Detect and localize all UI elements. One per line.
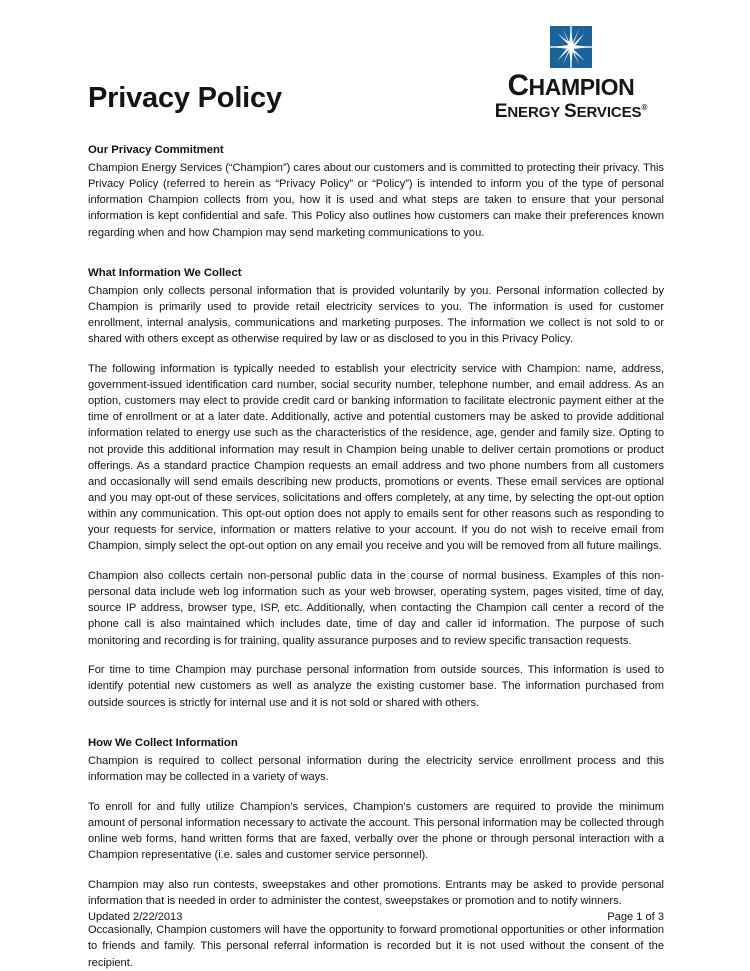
section-paragraph: Champion Energy Services (“Champion”) cares about our customers and is committed to protecting their privacy. This Privacy Policy (referred to herein as “Privacy Policy” or “Policy”) is intended to inform you of the type of personal information Champion collects from you, how it is used and what steps are taken to ensure that your personal information is kept confidential and safe. This Policy also outlines how customers can make their preferences known regarding when and how Champion may send marketing communications to you. xyxy=(88,162,664,239)
document-paragraph-block xyxy=(88,662,664,710)
document-header xyxy=(88,26,664,124)
document-paragraph-block xyxy=(88,877,664,909)
document-footer xyxy=(88,911,664,923)
section-paragraph: Champion may also run contests, sweepstakes and other promotions. Entrants may be asked to provide personal information that is needed in order to administer the contest, sweepstakes or promotion and to notify winners. xyxy=(88,878,664,907)
logo-tagline-nergy: NERGY xyxy=(507,103,560,121)
section-paragraph: For time to time Champion may purchase personal information from outside sources. This information is used to identify potential new customers as well as analyze the existing customer base. The information purchased from outside sources is strictly for internal use and it is not sold or shared with others. xyxy=(88,664,664,709)
document-paragraph-block xyxy=(88,922,664,970)
logo-brand-name xyxy=(508,71,635,101)
section-heading: How We Collect Information xyxy=(88,736,238,749)
logo-brand-c: C xyxy=(507,69,529,102)
section-heading: Our Privacy Commitment xyxy=(88,144,224,156)
document-section xyxy=(88,736,664,785)
document-body xyxy=(88,143,664,971)
section-paragraph: Champion also collects certain non-personal public data in the course of normal business. Examples of this non-personal data include web log information such as your web browser, operating system, pages visited, time of day, source IP address, browser type, ISP, etc. Additionally, when contacting the Champion call center a record of the phone call is also maintained which includes date, time of day and caller id information. The purpose of such monitoring and recording is for training, quality assurance purposes and to review specific transaction requests. xyxy=(88,570,664,647)
logo-tagline-ervices: ERVICES xyxy=(576,103,642,121)
document-section xyxy=(88,143,664,241)
section-heading: What Information We Collect xyxy=(88,266,242,279)
logo-tagline-s: S xyxy=(563,100,577,122)
document-paragraph-block xyxy=(88,361,664,555)
logo-brand-tagline xyxy=(495,102,648,121)
footer-page-number: Page 1 of 3 xyxy=(607,911,664,923)
section-paragraph: Champion only collects personal information that is provided voluntarily by you. Personal information collected by Champion is primarily used to provide retail electricity services to you. The information is used for customer enrollment, internal analysis, communications and marketing purposes. The information we collect is not sold to or shared with others except as otherwise required by law or as disclosed to you in this Privacy Policy. xyxy=(88,284,664,346)
registered-trademark-icon: ® xyxy=(641,102,648,112)
section-paragraph: Occasionally, Champion customers will have the opportunity to forward promotional opportunities or other information to friends and family. This personal referral information is recorded but it is not used without the consent of the recipient. xyxy=(88,924,664,969)
footer-updated-date: Updated 2/22/2013 xyxy=(88,911,183,923)
document-paragraph-block xyxy=(88,799,664,864)
section-paragraph: To enroll for and fully utilize Champion’s services, Champion’s customers are required to provide the minimum amount of personal information necessary to activate the account. This personal information may be collected through online web forms, hand written forms that are faxed, verbally over the phone or through personal interaction with a Champion representative (i.e. sales and customer service personnel). xyxy=(88,800,664,861)
document-paragraph-block xyxy=(88,568,664,649)
champion-energy-services-logo xyxy=(478,26,664,121)
document-section xyxy=(88,266,664,348)
champion-starburst-icon xyxy=(550,26,592,68)
section-paragraph: Champion is required to collect personal information during the electricity service enrollment process and this information may be collected in a variety of ways. xyxy=(88,754,664,783)
logo-tagline-e: E xyxy=(494,100,508,122)
logo-brand-hampion: HAMPION xyxy=(528,74,635,100)
section-paragraph: The following information is typically needed to establish your electricity service with Champion: name, address, government-issued identification card number, social security number, telephone number, and email address. As an option, customers may elect to provide credit card or banking information to facilitate electronic payment either at the time of enrollment or at a later date. Additionally, active and potential customers may be asked to provide additional information related to energy use such as the characteristics of the residence, age, gender and family size. Opting to not provide this additional information may result in Champion being unable to deliver certain promotions or product offerings. As a standard practice Champion requests an email address and two phone numbers from all customers and occasionally will send emails describing new products, promotions or events. These email services are optional and you may opt-out of these services, solicitations and offers completely, at any time, by selecting the opt-out option within any communication. This opt-out option does not apply to emails sent for other reasons such as responding to your requests for service, information or matters relative to your account. If you do not wish to receive email from Champion, simply select the opt-out option on any email you receive and you will be removed from all future mailings. xyxy=(88,362,664,553)
page-title: Privacy Policy xyxy=(88,82,282,114)
